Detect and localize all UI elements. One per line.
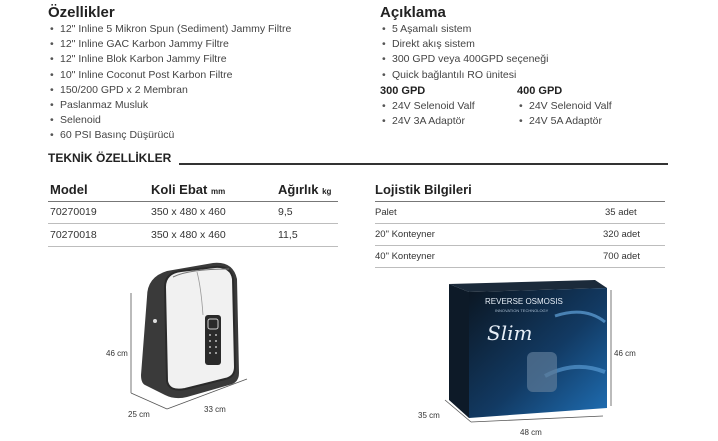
table-header-rule: [48, 201, 338, 202]
product-box-illustration: [435, 276, 615, 430]
gpd400-title: 400 GPD: [517, 85, 563, 97]
gpd300-item: • 24V 3A Adaptör: [380, 114, 475, 129]
logistics-palet-label: Palet: [375, 207, 397, 218]
gpd400-list: [517, 99, 612, 129]
feature-item: • 12" Inline 5 Mikron Spun (Sediment) Jammy Filtre: [48, 22, 291, 37]
description-item: • Quick bağlantılı RO ünitesi: [380, 68, 548, 83]
device-height-label: 46 cm: [106, 349, 128, 358]
row1-box: 350 x 480 x 460: [151, 206, 226, 218]
box-device-image: [527, 352, 557, 392]
description-list: [380, 22, 548, 83]
box-model-text: Slim: [487, 321, 533, 345]
description-item: • Direkt akış sistem: [380, 37, 548, 52]
description-title: Açıklama: [380, 4, 446, 21]
box-width-label: 48 cm: [520, 428, 542, 437]
feature-item: • Selenoid: [48, 113, 291, 128]
features-list: [48, 22, 291, 144]
box-tagline-text: INNOVATION TECHNOLOGY: [495, 308, 549, 313]
logistics-40ft-label: 40" Konteyner: [375, 251, 435, 262]
feature-item: • 10" Inline Coconut Post Karbon Filtre: [48, 68, 291, 83]
description-item: • 5 Aşamalı sistem: [380, 22, 548, 37]
tech-title: TEKNİK ÖZELLİKLER: [48, 151, 179, 165]
feature-item: • Paslanmaz Musluk: [48, 98, 291, 113]
features-title: Özellikler: [48, 4, 115, 21]
box-depth-label: 35 cm: [418, 411, 440, 420]
col-box-unit: mm: [210, 187, 226, 196]
device-control-strip: [205, 315, 221, 365]
col-box-header: Koli Ebat mm: [151, 182, 226, 197]
device-width-label: 33 cm: [204, 405, 226, 414]
logistics-palet-value: 35 adet: [605, 207, 637, 218]
logistics-20ft-label: 20" Konteyner: [375, 229, 435, 240]
logistics-row-rule: [375, 223, 665, 224]
col-weight-unit: kg: [322, 187, 332, 196]
feature-item: • 150/200 GPD x 2 Membran: [48, 83, 291, 98]
table-row-rule: [48, 223, 338, 224]
ro-device-illustration: [125, 255, 260, 415]
feature-item: • 12" Inline GAC Karbon Jammy Filtre: [48, 37, 291, 52]
gpd300-title: 300 GPD: [380, 85, 426, 97]
logistics-40ft-value: 700 adet: [603, 251, 640, 262]
device-depth-label: 25 cm: [128, 410, 150, 419]
logistics-20ft-value: 320 adet: [603, 229, 640, 240]
gpd400-item: • 24V Selenoid Valf: [517, 99, 612, 114]
row1-model: 70270019: [50, 206, 97, 218]
logistics-row-rule: [375, 245, 665, 246]
logistics-rule: [375, 201, 665, 202]
box-brand-text: REVERSE OSMOSIS: [485, 297, 563, 306]
description-item: • 300 GPD veya 400GPD seçeneği: [380, 52, 548, 67]
logistics-title: Lojistik Bilgileri: [375, 182, 472, 197]
depth-dimension-line: [131, 393, 167, 409]
box-side-face: [449, 284, 469, 418]
feature-item: • 12" Inline Blok Karbon Jammy Filtre: [48, 52, 291, 67]
gpd300-list: [380, 99, 475, 129]
logistics-row-rule: [375, 267, 665, 268]
row2-weight: 11,5: [278, 229, 298, 241]
col-weight-header: Ağırlık kg: [278, 182, 332, 197]
gpd400-item: • 24V 5A Adaptör: [517, 114, 612, 129]
table-row-rule: [48, 246, 338, 247]
box-height-label: 46 cm: [614, 349, 636, 358]
col-model-header: Model: [50, 182, 88, 197]
row2-model: 70270018: [50, 229, 97, 241]
row2-box: 350 x 480 x 460: [151, 229, 226, 241]
gpd300-item: • 24V Selenoid Valf: [380, 99, 475, 114]
row1-weight: 9,5: [278, 206, 293, 218]
box-width-dimension-line: [471, 416, 603, 422]
feature-item: • 60 PSI Basınç Düşürücü: [48, 128, 291, 143]
device-side-knob: [153, 319, 157, 323]
